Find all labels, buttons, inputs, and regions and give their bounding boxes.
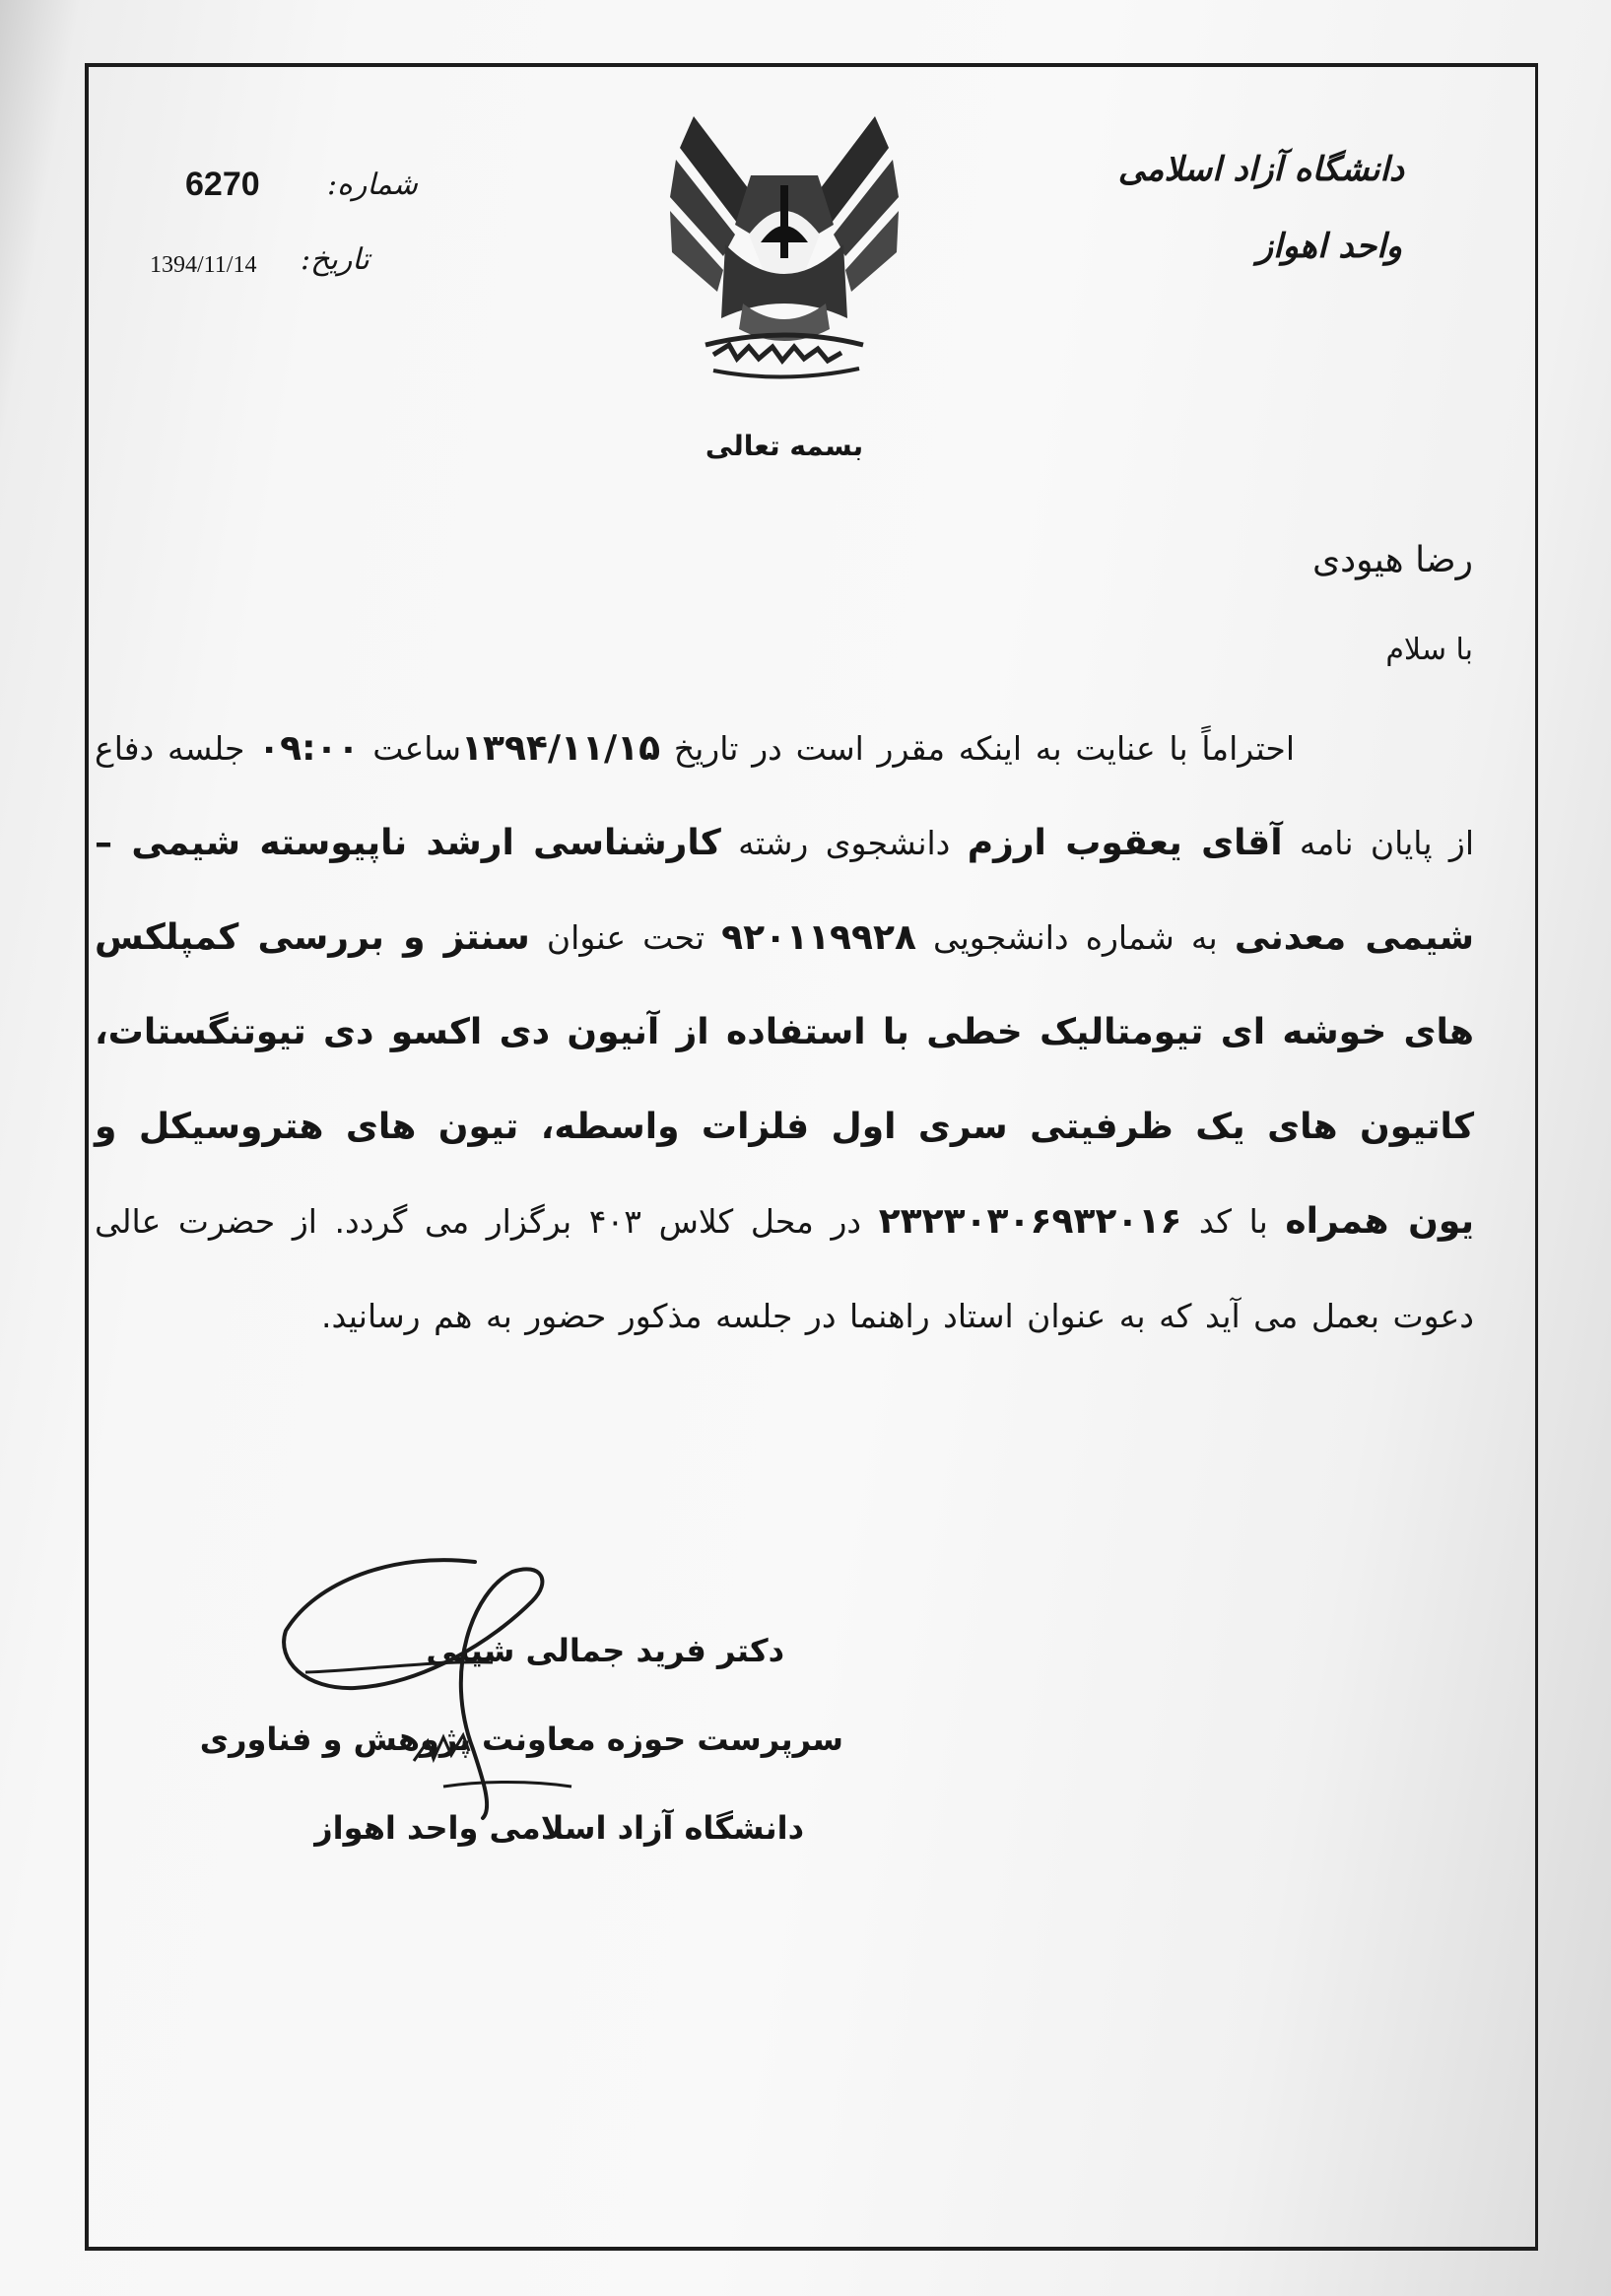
date-label: تاریخ: bbox=[301, 242, 369, 277]
signatory-unit: دانشگاه آزاد اسلامی واحد اهواز bbox=[314, 1809, 804, 1847]
university-name: دانشگاه آزاد اسلامی bbox=[1117, 150, 1404, 189]
field-of-study: کارشناسی ارشد ناپیوسته شیمی – شیمی معدنی bbox=[95, 823, 1475, 958]
body-text: دانشجوی رشته bbox=[720, 824, 968, 862]
body-text: جلسه دفاع از پایان نامه bbox=[95, 729, 1474, 862]
greeting: با سلام bbox=[1385, 633, 1473, 667]
university-emblem-icon bbox=[666, 106, 903, 402]
letter-number: 6270 bbox=[185, 166, 260, 203]
signatory-title: سرپرست حوزه معاونت پژوهش و فناوری bbox=[199, 1721, 843, 1758]
branch-name: واحد اهواز bbox=[1256, 227, 1402, 266]
recipient: رضا هیودی bbox=[1311, 540, 1473, 580]
handwritten-signature-icon bbox=[246, 1522, 660, 1848]
letter-date: 1394/11/14 bbox=[150, 252, 257, 278]
body-text: احتراماً با عنایت به اینکه مقرر است در تاریخ bbox=[660, 729, 1295, 768]
invocation-heading: بسمه تعالی bbox=[705, 430, 864, 462]
number-label: شماره: bbox=[327, 168, 418, 202]
thesis-title: سنتز و بررسی کمپلکس های خوشه ای تیومتالیک خطی با استفاده از آنیون دی اکسو دی تیوتنگستات، کاتیون های یک ظرفیتی سری اول فلزات واسطه، تیون های هتروسیکل و یون همراه bbox=[95, 917, 1474, 1242]
body-text: با کد bbox=[1181, 1202, 1286, 1241]
session-date: ۱۳۹۴/۱۱/۱۵ bbox=[461, 728, 661, 769]
session-time: ۰۹:۰۰ bbox=[258, 728, 360, 769]
body-text: به شماره دانشجویی bbox=[915, 918, 1235, 957]
student-id: ۹۲۰۱۱۹۹۲۸ bbox=[721, 917, 916, 958]
letter-body bbox=[95, 702, 1474, 1364]
body-text: تحت عنوان bbox=[529, 918, 722, 957]
body-text: در محل کلاس ۴۰۳ برگزار می گردد. از حضرت عالی دعوت بعمل می آید که به عنوان استاد راهنما در جلسه مذکور حضور به هم رسانید. bbox=[95, 1202, 1474, 1335]
body-text: ساعت bbox=[359, 729, 461, 768]
signatory-name: دکتر فرید جمالی شینی bbox=[426, 1632, 784, 1669]
student-name: آقای یعقوب ارزم bbox=[967, 823, 1283, 863]
thesis-code: ۲۳۲۳۰۳۰۶۹۳۲۰۱۶ bbox=[878, 1201, 1182, 1242]
